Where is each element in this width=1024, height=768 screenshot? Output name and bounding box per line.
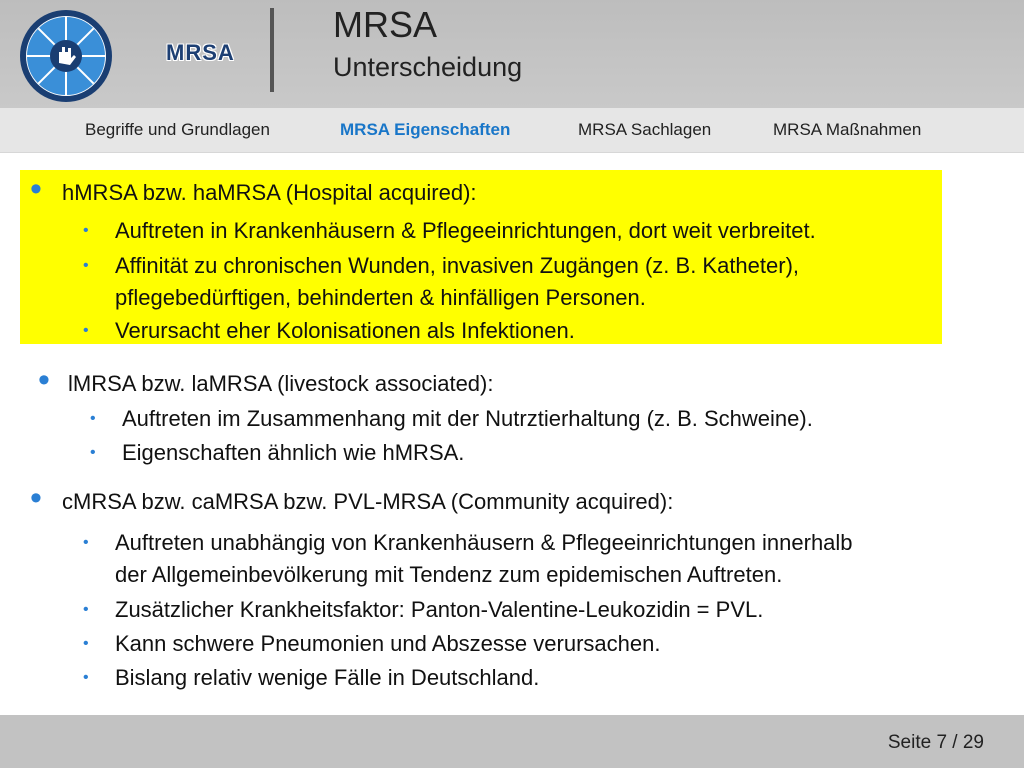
section3-heading: • cMRSA bzw. caMRSA bzw. PVL-MRSA (Community acquired):: [30, 479, 674, 517]
bullet-dot: •: [30, 170, 42, 208]
list-item: • Verursacht eher Kolonisationen als Infektionen.: [115, 315, 575, 347]
section-nav: [0, 108, 1024, 153]
section2-heading: • lMRSA bzw. laMRSA (livestock associated):: [38, 361, 494, 399]
footer-bar: [0, 715, 1024, 768]
nav-mrsa-eigenschaften[interactable]: MRSA Eigenschaften: [340, 120, 511, 139]
bullet-dot: •: [83, 635, 89, 652]
bullet-dot: •: [90, 444, 96, 461]
mrsa-logo: [18, 8, 114, 104]
list-item: • Auftreten im Zusammenhang mit der Nutrztierhaltung (z. B. Schweine).: [122, 403, 813, 435]
nav-begriffe-und-grundlagen[interactable]: Begriffe und Grundlagen: [85, 120, 270, 139]
list-item-continuation: pflegebedürftigen, behinderten & hinfälligen Personen.: [115, 285, 646, 310]
bullet-dot: •: [83, 322, 89, 339]
bullet-dot: •: [83, 601, 89, 618]
header-divider: [270, 8, 274, 92]
page-title: MRSA: [333, 4, 438, 45]
list-item: • Affinität zu chronischen Wunden, invasiven Zugängen (z. B. Katheter),: [115, 250, 799, 282]
list-item: • Kann schwere Pneumonien und Abszesse verursachen.: [115, 628, 660, 660]
bullet-dot: •: [83, 669, 89, 686]
list-item-continuation: der Allgemeinbevölkerung mit Tendenz zum epidemischen Auftreten.: [115, 562, 783, 587]
list-item: • Zusätzlicher Krankheitsfaktor: Panton-Valentine-Leukozidin = PVL.: [115, 594, 763, 626]
nav-mrsa-sachlagen[interactable]: MRSA Sachlagen: [578, 120, 712, 139]
bullet-dot: •: [38, 361, 50, 399]
section1-heading: • hMRSA bzw. haMRSA (Hospital acquired):: [30, 170, 477, 208]
bullet-dot: •: [83, 257, 89, 274]
bullet-dot: •: [83, 534, 89, 551]
logo-text: MRSA: [166, 40, 235, 65]
nav-mrsa-massnahmen[interactable]: MRSA Maßnahmen: [773, 120, 922, 139]
list-item: • Bislang relativ wenige Fälle in Deutschland.: [115, 662, 539, 694]
page-number: Seite 7 / 29: [887, 732, 984, 753]
bullet-dot: •: [90, 410, 96, 427]
list-item: • Eigenschaften ähnlich wie hMRSA.: [122, 437, 464, 469]
page-subtitle: Unterscheidung: [333, 52, 523, 82]
bullet-dot: •: [83, 222, 89, 239]
bullet-dot: •: [30, 479, 42, 517]
list-item: • Auftreten in Krankenhäusern & Pflegeeinrichtungen, dort weit verbreitet.: [115, 215, 816, 247]
list-item: • Auftreten unabhängig von Krankenhäusern & Pflegeeinrichtungen innerhalb: [115, 527, 853, 559]
header-bar: [0, 0, 1024, 108]
